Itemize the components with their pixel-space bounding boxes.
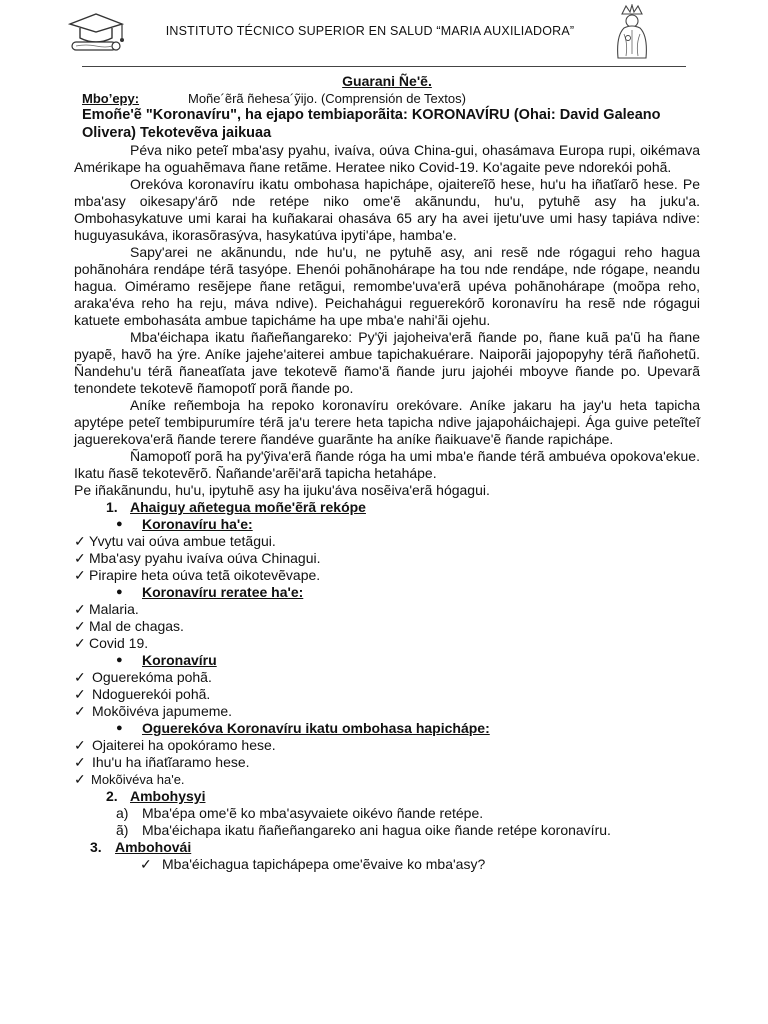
question-item <box>74 805 700 822</box>
question-item <box>74 822 700 839</box>
option-text: Covid 19. <box>89 635 149 651</box>
check-icon: ✓ <box>74 703 86 719</box>
bullet-icon: ● <box>116 654 123 666</box>
option-text: Pirapire heta oúva tetã oikotevẽvape. <box>89 567 321 583</box>
check-icon: ✓ <box>74 754 86 770</box>
option-text: Ndoguerekói pohã. <box>92 686 211 702</box>
madonna-crown-logo-icon <box>608 4 656 60</box>
option-text: Ihu'u ha iñatĩaramo hese. <box>92 754 250 770</box>
option-item[interactable] <box>74 737 700 754</box>
question-heading <box>74 720 700 737</box>
question-text: Mba'éichapa ikatu ñañeñangareko ani hagua oike ñande retépe koronavíru. <box>142 822 611 838</box>
exercise-number: 1. <box>106 499 118 515</box>
exercise-title: Ahaiguy añetegua moñe'ẽrã rekópe <box>130 499 366 515</box>
question-letter: ã) <box>116 822 129 838</box>
check-icon: ✓ <box>74 550 86 566</box>
check-icon: ✓ <box>74 601 86 617</box>
option-item[interactable] <box>74 567 700 584</box>
check-icon: ✓ <box>74 771 86 787</box>
subject-title: Guarani Ñe'ẽ. <box>342 73 432 89</box>
document-body <box>74 70 700 873</box>
question-text: Mba'épa ome'ẽ ko mba'asyvaiete oikévo ñande retépe. <box>142 805 484 821</box>
question-letter: a) <box>116 805 129 821</box>
question-heading <box>74 652 700 669</box>
question-text: Mba'éichagua tapichápepa ome'ẽvaive ko mba'asy? <box>162 856 486 872</box>
exercise-title: Ambohovái <box>115 839 192 855</box>
question-heading-text: Koronavíru ha'e: <box>142 516 253 532</box>
exercise-number: 3. <box>90 839 102 855</box>
option-item[interactable] <box>74 618 700 635</box>
bullet-icon: ● <box>116 518 123 530</box>
paragraph: Mba'éichapa ikatu ñañeñangareko: Py'ỹi jajoheiva'erã ñande po, ñane kuã pa'ũ ha ñane pyapẽ, havõ ha ýre. Aníke jajehe'aiterei ambue tapichakuérare. Naiporãi jajopopyhy térã ñañohetũ. Ñandehu'u térã ñaneatĩata jave tekotevẽ ñamo'ã ñande juru jajohéi mboyve ñande po. Upevarã tenondete tekotevẽ ñamopotĩ porã ñande po. <box>74 329 700 396</box>
graduation-cap-logo-icon <box>66 10 128 54</box>
exercise-1-heading <box>74 499 700 516</box>
option-text: Yvytu vai oúva ambue tetãgui. <box>89 533 276 549</box>
paragraph: Orekóva koronavíru ikatu ombohasa hapichápe, ojaitereĩõ hese, hu'u ha iñatĩarõ hese. Pe mba'asy oikesapy'árõ nde retépe niko ome'ẽ akãnundu, hu'u, pytuhẽ asy ha juku'a. Ombohasykatuve umi karai ha kuñakarai ohasáva 65 ary ha avei ijetu'uve umi hasy tapiáva ndive: huguyasukáva, ikorasõrasýva, hasykatúva ipyti'ápe, hamba'e. <box>74 176 700 243</box>
bullet-icon: ● <box>116 722 123 734</box>
reading-title: Emoñe'ẽ "Koronavíru", ha ejapo tembiaporãita: KORONAVÍRU (Ohai: David Galeano Olivera) Tekotevẽva jaikuaa <box>82 107 661 141</box>
option-item[interactable] <box>74 771 700 788</box>
check-icon: ✓ <box>140 856 152 872</box>
check-icon: ✓ <box>74 635 86 651</box>
question-heading-text: Koronavíru reratee ha'e: <box>142 584 304 600</box>
option-item[interactable] <box>74 533 700 550</box>
check-icon: ✓ <box>74 686 86 702</box>
check-icon: ✓ <box>74 567 86 583</box>
option-item[interactable] <box>74 703 700 720</box>
topic-label: Mbo’epy: <box>82 91 140 106</box>
page-header <box>0 0 768 70</box>
option-text: Mokõivéva japumeme. <box>92 703 233 719</box>
question-heading <box>74 516 700 533</box>
option-item[interactable] <box>74 669 700 686</box>
question-heading-text: Oguerekóva Koronavíru ikatu ombohasa hapichápe: <box>142 720 490 736</box>
option-text: Mokõivéva ha'e. <box>91 772 185 787</box>
question-item <box>74 856 700 873</box>
paragraph: Ñamopotĩ porã ha py'ỹiva'erã ñande róga ha umi mba'e ñande térã ambuéva opokova'ekue. Ikatu ñasẽ tekotevẽrõ. Ñañande'arẽi'arã tapicha hetahápe. <box>74 448 700 481</box>
exercise-number: 2. <box>106 788 118 804</box>
option-text: Ojaiterei ha opokóramo hese. <box>92 737 276 753</box>
option-item[interactable] <box>74 601 700 618</box>
option-item[interactable] <box>74 754 700 771</box>
option-item[interactable] <box>74 550 700 567</box>
topic-value: Moñe´ẽrã ñehesa´ỹijo. (Comprensión de Textos) <box>188 91 466 106</box>
paragraph: Péva niko peteĩ mba'asy pyahu, ivaíva, oúva China-gui, ohasámava Europa rupi, oikémava Amérikape ha oguahẽmava ñane retãme. Heratee niko Covid-19. Ko'agaite peve ndorekói pohã. <box>74 142 700 175</box>
check-icon: ✓ <box>74 669 86 685</box>
topic-row <box>74 90 700 106</box>
option-text: Malaria. <box>89 601 139 617</box>
question-heading-text: Koronavíru <box>142 652 217 668</box>
option-item[interactable] <box>74 635 700 652</box>
paragraph: Sapy'arei ne akãnundu, nde hu'u, ne pytuhẽ asy, ani resẽ nde rógagui reho hagua pohãnohára rendápe térã tasyópe. Ehenói pohãnohárape ha tou nde rendápe, nde rógape, neandu hagua. Oiméramo resẽjepe ñane retãgui, remombe'uva'erã upéva pohãnohárape (moõpa reho, araka'éva reho ha reju, máva ndive). Peichahágui reguerekórõ koronavíru ha resẽ nde rógagui katuete embohasáta ambue tapicháme ha upe mba'e nahi'ãi ojehu. <box>74 244 700 328</box>
check-icon: ✓ <box>74 737 86 753</box>
option-text: Mba'asy pyahu ivaíva oúva Chinagui. <box>89 550 321 566</box>
exercise-title: Ambohysyi <box>130 788 206 804</box>
check-icon: ✓ <box>74 533 86 549</box>
header-divider <box>82 66 686 67</box>
option-item[interactable] <box>74 686 700 703</box>
exercise-2-heading <box>74 788 700 805</box>
option-text: Mal de chagas. <box>89 618 184 634</box>
option-text: Oguerekóma pohã. <box>92 669 212 685</box>
paragraph: Pe iñakãnundu, hu'u, ipytuhẽ asy ha ijuku'áva nosẽiva'erã hógagui. <box>74 482 490 498</box>
exercise-3-heading <box>74 839 700 856</box>
institution-name: INSTITUTO TÉCNICO SUPERIOR EN SALUD “MARIA AUXILIADORA” <box>165 24 575 38</box>
bullet-icon: ● <box>116 586 123 598</box>
question-heading <box>74 584 700 601</box>
check-icon: ✓ <box>74 618 86 634</box>
paragraph: Aníke reñemboja ha repoko koronavíru orekóvare. Aníke jakaru ha jay'u heta tapicha apytépe peteĩ tembipurumíre térã ja'u terere heta tapicha ndive jajapoháichajepi. Ága guive peteĩteĩ jaguerekova'erã ñande terere ñandéve guarãnte ha aníke ñaikuave'ẽ ñande rapichápe. <box>74 397 700 447</box>
